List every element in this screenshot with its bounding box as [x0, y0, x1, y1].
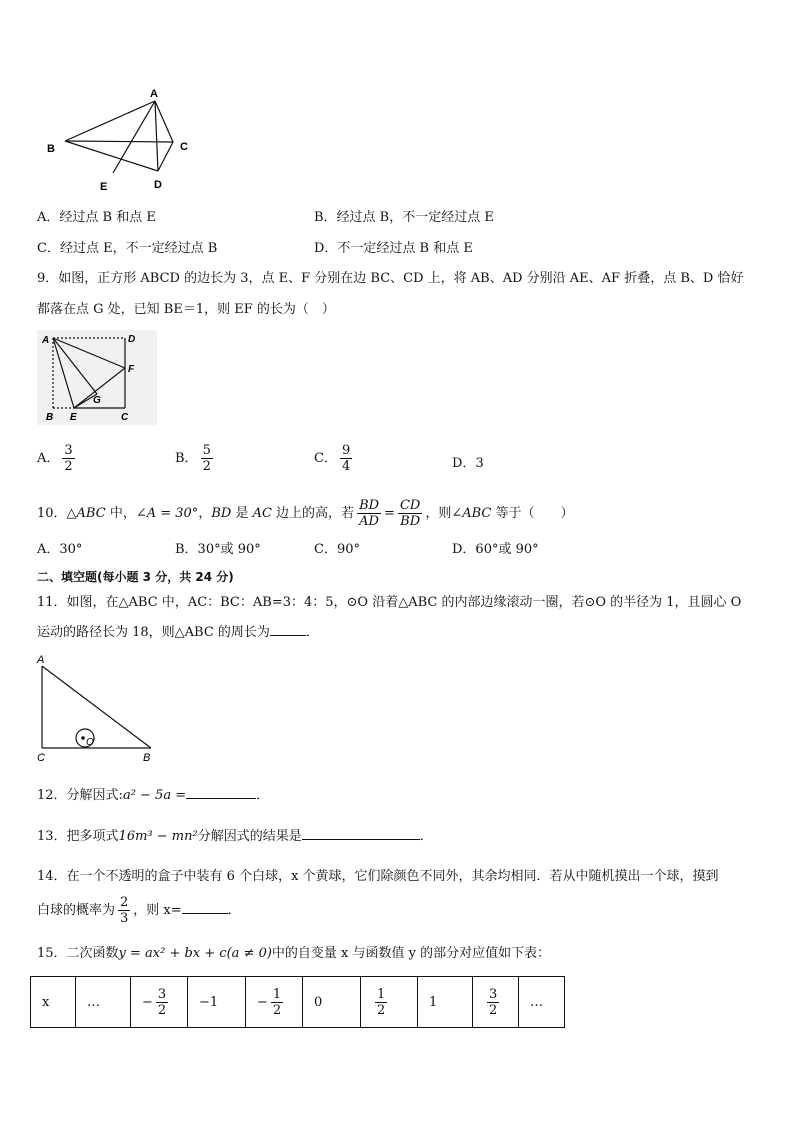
q9-stem-line1: 9．如图，正方形 ABCD 的边长为 3，点 E、F 分别在边 BC、CD 上，将 AB、AD 分别沿 AE、AF 折叠，点 B、D 恰好: [37, 271, 744, 286]
q8-label-b: B: [47, 143, 55, 155]
table-cell: $\frac{1}{2}$: [361, 977, 418, 1028]
q13-stem: 13．把多项式16m³ − mn²分解因式的结果是 ．: [37, 829, 433, 844]
q9-label-b: B: [46, 412, 54, 423]
q9-label-f: F: [128, 364, 135, 375]
q9-label-a: A: [42, 335, 50, 346]
q11-label-c: C: [37, 752, 45, 764]
q11-figure: [35, 652, 160, 767]
q12-stem: 12．分解因式:a² − 5a = ．: [37, 788, 270, 803]
table-cell: 1: [418, 977, 473, 1028]
q10-stem: 10．△ABC 中，∠A = 30°，BD 是 AC 边上的高，若 $\frac{BD}{AD}$ = $\frac{CD}{BD}$ ，则∠ABC 等于（ ）: [37, 498, 574, 529]
table-cell: −1: [188, 977, 246, 1028]
table-cell: − $\frac{3}{2}$: [131, 977, 188, 1028]
q8-label-a: A: [150, 88, 158, 100]
q11-answer-blank[interactable]: [270, 623, 306, 636]
q9-figure: [37, 330, 157, 425]
table-cell: − $\frac{1}{2}$: [246, 977, 303, 1028]
q9-label-e: E: [70, 412, 77, 423]
table-cell: 0: [303, 977, 361, 1028]
q10-option-b: B．30°或 90°: [175, 542, 261, 557]
q8-label-d: D: [154, 179, 162, 191]
table-cell: …: [519, 977, 565, 1028]
q13-answer-blank[interactable]: [302, 827, 420, 840]
q11-label-a: A: [37, 654, 45, 666]
q11-stem-line2: 运动的路径长为 18，则△ABC 的周长为 ．: [37, 625, 319, 640]
q11-stem-line1: 11．如图，在△ABC 中，AC：BC：AB=3：4：5，⊙O 沿着△ABC 的内部边缘滚动一圈，若⊙O 的半径为 1，且圆心 O: [37, 595, 742, 610]
q9-option-c: C． $\frac{9}{4}$: [314, 443, 351, 474]
q8-label-c: C: [180, 141, 188, 153]
q9-label-c: C: [121, 412, 129, 423]
q9-option-d: D．3: [452, 456, 484, 471]
q10-option-d: D．60°或 90°: [452, 542, 539, 557]
q9-option-b: B． $\frac{5}{2}$: [175, 443, 211, 474]
section-title: 二、填空题(每小题 3 分，共 24 分): [37, 570, 234, 584]
q8-option-c: C．经过点 E，不一定经过点 B: [37, 241, 218, 256]
q9-stem-line2: 都落在点 G 处，已知 BE＝1，则 EF 的长为（ ）: [37, 302, 335, 317]
table-cell: x: [31, 977, 76, 1028]
table-cell: $\frac{3}{2}$: [473, 977, 519, 1028]
table-row: [31, 977, 565, 1028]
q14-answer-blank[interactable]: [182, 901, 228, 914]
q8-figure: [40, 85, 200, 195]
q9-label-g: G: [93, 395, 101, 406]
q8-option-d: D．不一定经过点 B 和点 E: [314, 241, 473, 256]
q14-stem-line1: 14．在一个不透明的盒子中装有 6 个白球，x 个黄球，它们除颜色不同外，其余均相同．若从中随机摸出一个球，摸到: [37, 869, 719, 884]
q8-option-a: A．经过点 B 和点 E: [37, 210, 156, 225]
q10-option-c: C．90°: [314, 542, 360, 557]
q10-option-a: A．30°: [37, 542, 83, 557]
q15-value-table: [30, 976, 565, 1028]
q11-label-b: B: [143, 752, 151, 764]
q9-label-d: D: [128, 334, 136, 345]
q8-option-b: B．经过点 B，不一定经过点 E: [314, 210, 494, 225]
q11-label-o: O: [86, 737, 94, 748]
q9-option-a: A． $\frac{3}{2}$: [37, 443, 73, 474]
q12-answer-blank[interactable]: [186, 786, 256, 799]
q8-label-e: E: [100, 181, 108, 193]
table-cell: …: [76, 977, 131, 1028]
q15-stem: 15．二次函数y = ax² + bx + c(a ≠ 0)中的自变量 x 与函数值 y 的部分对应值如下表：: [37, 946, 551, 961]
q14-stem-line2: 白球的概率为 $\frac{2}{3}$ ，则 x= ．: [37, 895, 241, 926]
